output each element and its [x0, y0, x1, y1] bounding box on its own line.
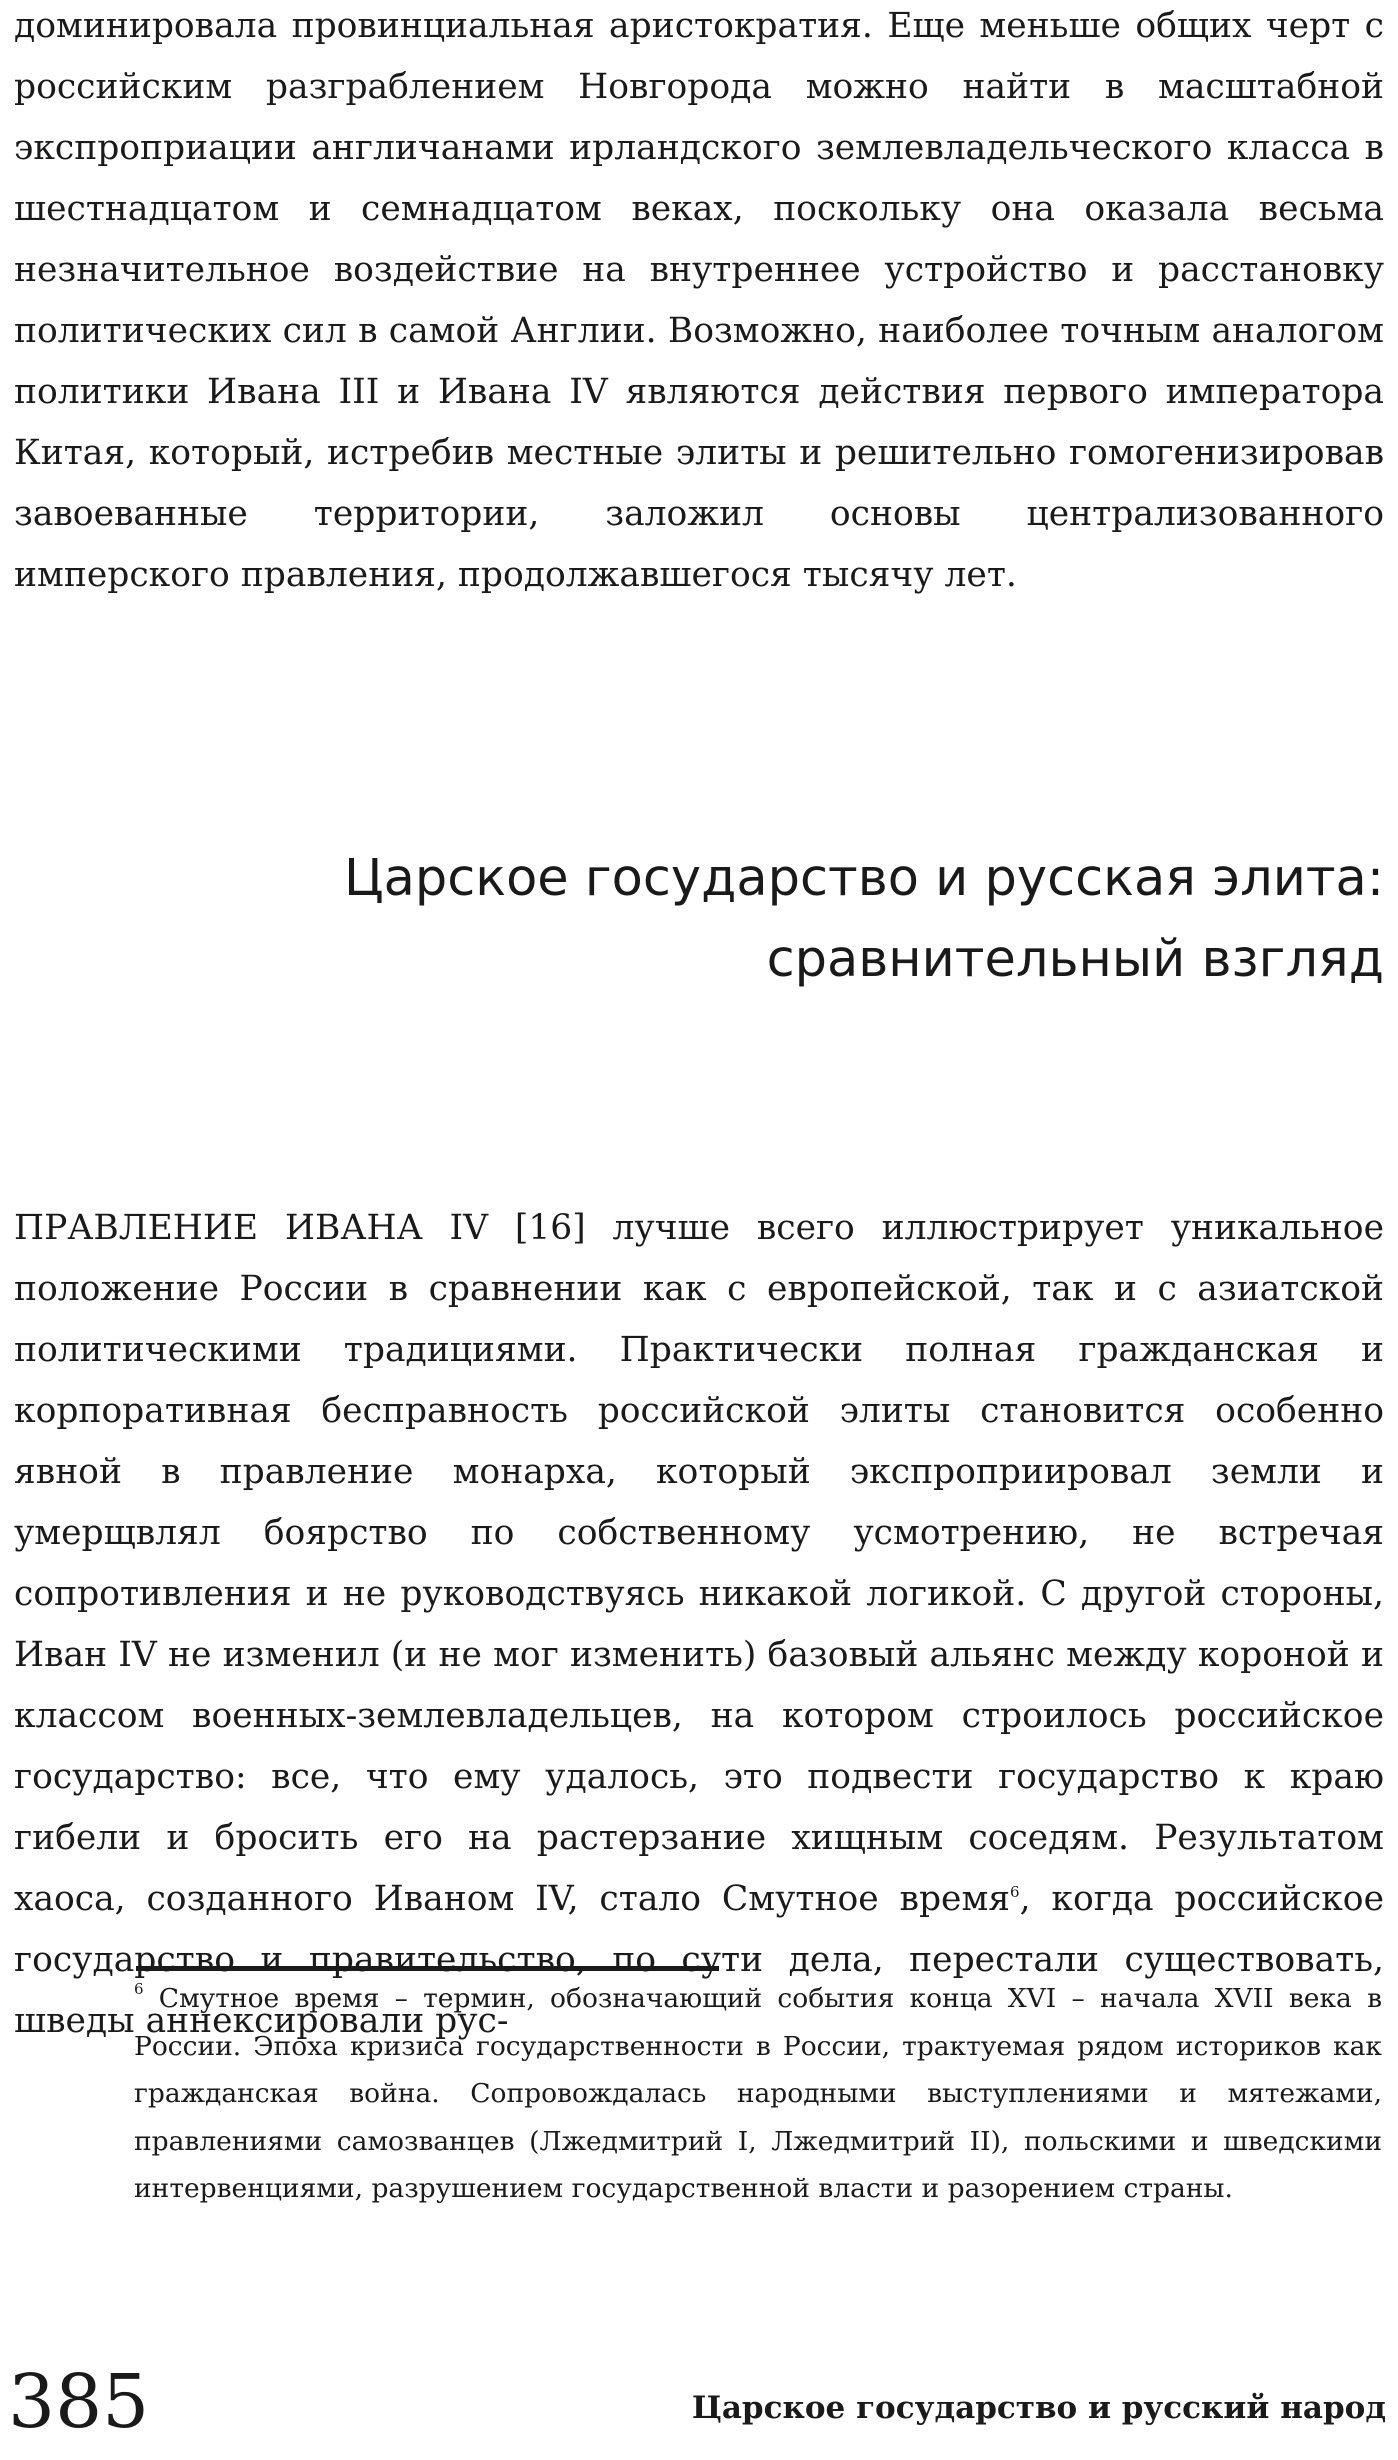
page-number: 385	[8, 2359, 150, 2445]
body-paragraph-1: доминировала провинциальная аристократия. Еще меньше общих черт с российским разграблением Новгорода можно найти в масштабной экспроприации англичанами ирландского землевладельческого класса в шестнадцатом и семнадцатом веках, поскольку она оказала весьма незначительное воздействие на внутреннее устройство и расстановку политических сил в самой Англии. Возможно, наиболее точным аналогом политики Ивана III и Ивана IV являются действия первого императора Китая, который, истребив местные элиты и решительно гомогенизировав завоеванные территории, заложил основы централизованного имперского правления, продолжавшегося тысячу лет.	[14, 6, 1384, 595]
footnote-6	[134, 1975, 1382, 2213]
section-heading-line-1: Царское государство и русская элита:	[344, 849, 1384, 908]
section-heading-line-2: сравнительный взгляд	[766, 930, 1384, 989]
body-paragraph-2-text-b: , когда российское государство и правительство, по сути дела, перестали существовать, шведы аннексировали рус-	[14, 1879, 1384, 2041]
body-paragraph-2	[14, 1198, 1384, 2052]
footnote-divider	[136, 1966, 719, 1971]
footnote-reference-6: 6	[1010, 1883, 1020, 1901]
footnote-mark: 6	[134, 1980, 144, 1998]
body-paragraph-2-text-a: ПРАВЛЕНИЕ ИВАНА IV [16] лучше всего иллюстрирует уникальное положение России в сравнении как с европейской, так и с азиатской политическими традициями. Практически полная гражданская и корпоративная бесправность российской элиты становится особенно явной в правление монарха, который экспроприировал земли и умерщвлял боярство по собственному усмотрению, не встречая сопротивления и не руководствуясь никакой логикой. С другой стороны, Иван IV не изменил (и не мог изменить) базовый альянс между короной и классом военных-землевладельцев, на котором строилось российское государство: все, что ему удалось, это подвести государство к краю гибели и бросить его на растерзание хищным соседям. Результатом хаоса, созданного Иваном IV, стало Смутное время	[14, 1208, 1384, 1919]
footnote-text: Смутное время – термин, обозначающий события конца XVI – начала XVII века в России. Эпоха кризиса государственности в России, трактуемая рядом историков как гражданская война. Сопровождалась народными выступлениями и мятежами, правлениями самозванцев (Лжедмитрий I, Лжедмитрий II), польскими и шведскими интервенциями, разрушением государственной власти и разорением страны.	[134, 1983, 1382, 2204]
section-heading	[14, 838, 1384, 1000]
running-head: Царское государство и русский народ	[691, 2390, 1386, 2426]
